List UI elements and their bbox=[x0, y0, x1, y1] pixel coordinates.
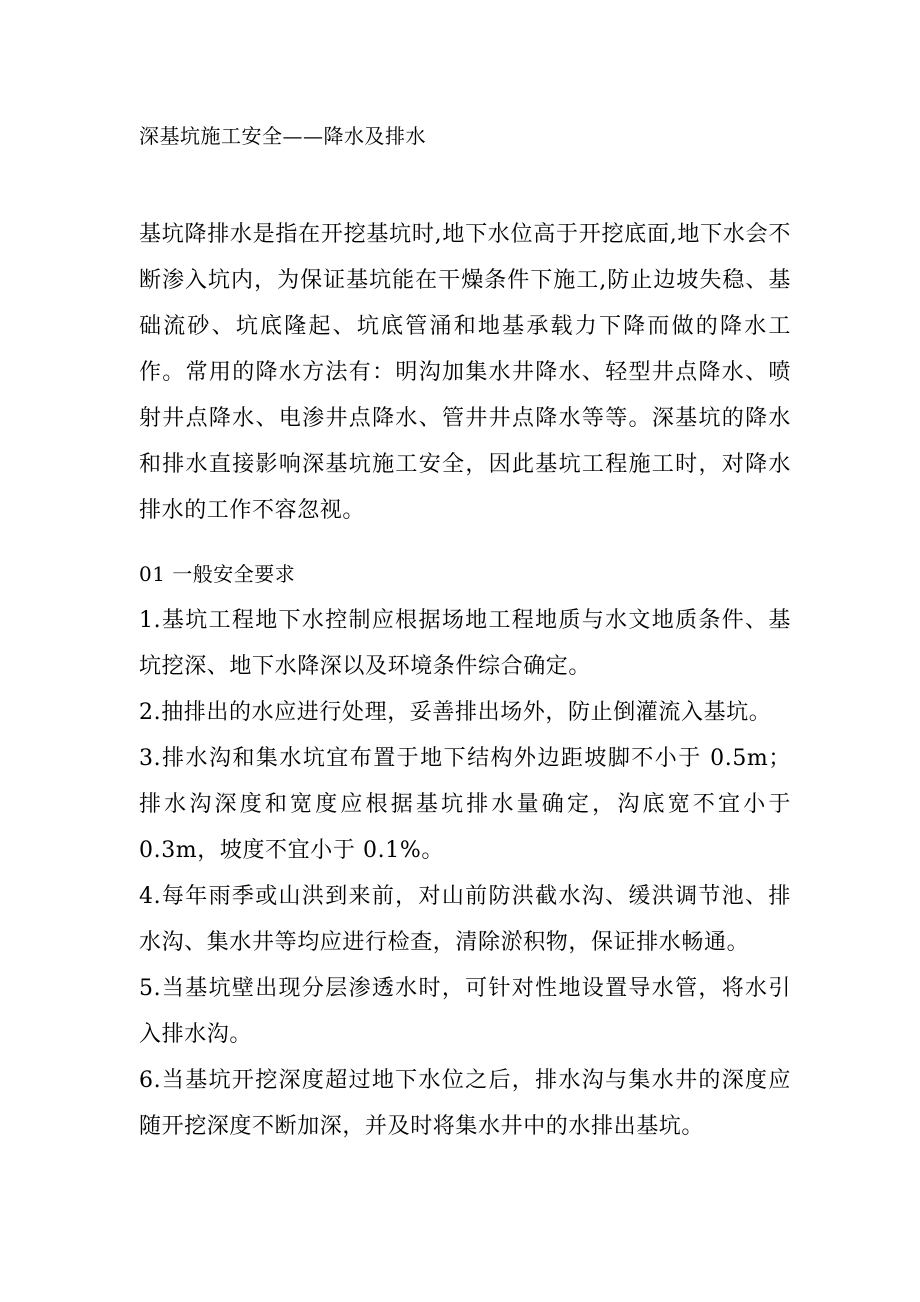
document-title: 深基坑施工安全——降水及排水 bbox=[139, 124, 426, 148]
requirement-item-2: 2.抽排出的水应进行处理，妥善排出场外，防止倒灌流入基坑。 bbox=[139, 700, 772, 725]
requirement-item-3: 3.排水沟和集水坑宜布置于地下结构外边距坡脚不小于 0.5m；排水沟深度和宽度应根据基坑排水量确定，沟底宽不宜小于 0.3m，坡度不宜小于 0.1%。 bbox=[139, 746, 791, 863]
section-heading: 01 一般安全要求 bbox=[139, 562, 296, 586]
requirements-list bbox=[139, 598, 791, 1150]
requirement-item-5: 5.当基坑壁出现分层渗透水时，可针对性地设置导水管，将水引入排水沟。 bbox=[139, 976, 791, 1047]
requirement-item-4: 4.每年雨季或山洪到来前，对山前防洪截水沟、缓洪调节池、排水沟、集水井等均应进行检查，清除淤积物，保证排水畅通。 bbox=[139, 884, 791, 955]
requirement-item-6: 6.当基坑开挖深度超过地下水位之后，排水沟与集水井的深度应随开挖深度不断加深，并及时将集水井中的水排出基坑。 bbox=[139, 1068, 791, 1139]
requirement-item-1: 1.基坑工程地下水控制应根据场地工程地质与水文地质条件、基坑挖深、地下水降深以及环境条件综合确定。 bbox=[139, 608, 791, 679]
intro-paragraph: 基坑降排水是指在开挖基坑时,地下水位高于开挖底面,地下水会不断渗入坑内，为保证基坑能在干燥条件下施工,防止边坡失稳、基础流砂、坑底隆起、坑底管涌和地基承载力下降而做的降水工作。常用的降水方法有：明沟加集水井降水、轻型井点降水、喷射井点降水、电渗井点降水、管井井点降水等等。深基坑的降水和排水直接影响深基坑施工安全，因此基坑工程施工时，对降水排水的工作不容忽视。 bbox=[139, 222, 791, 523]
